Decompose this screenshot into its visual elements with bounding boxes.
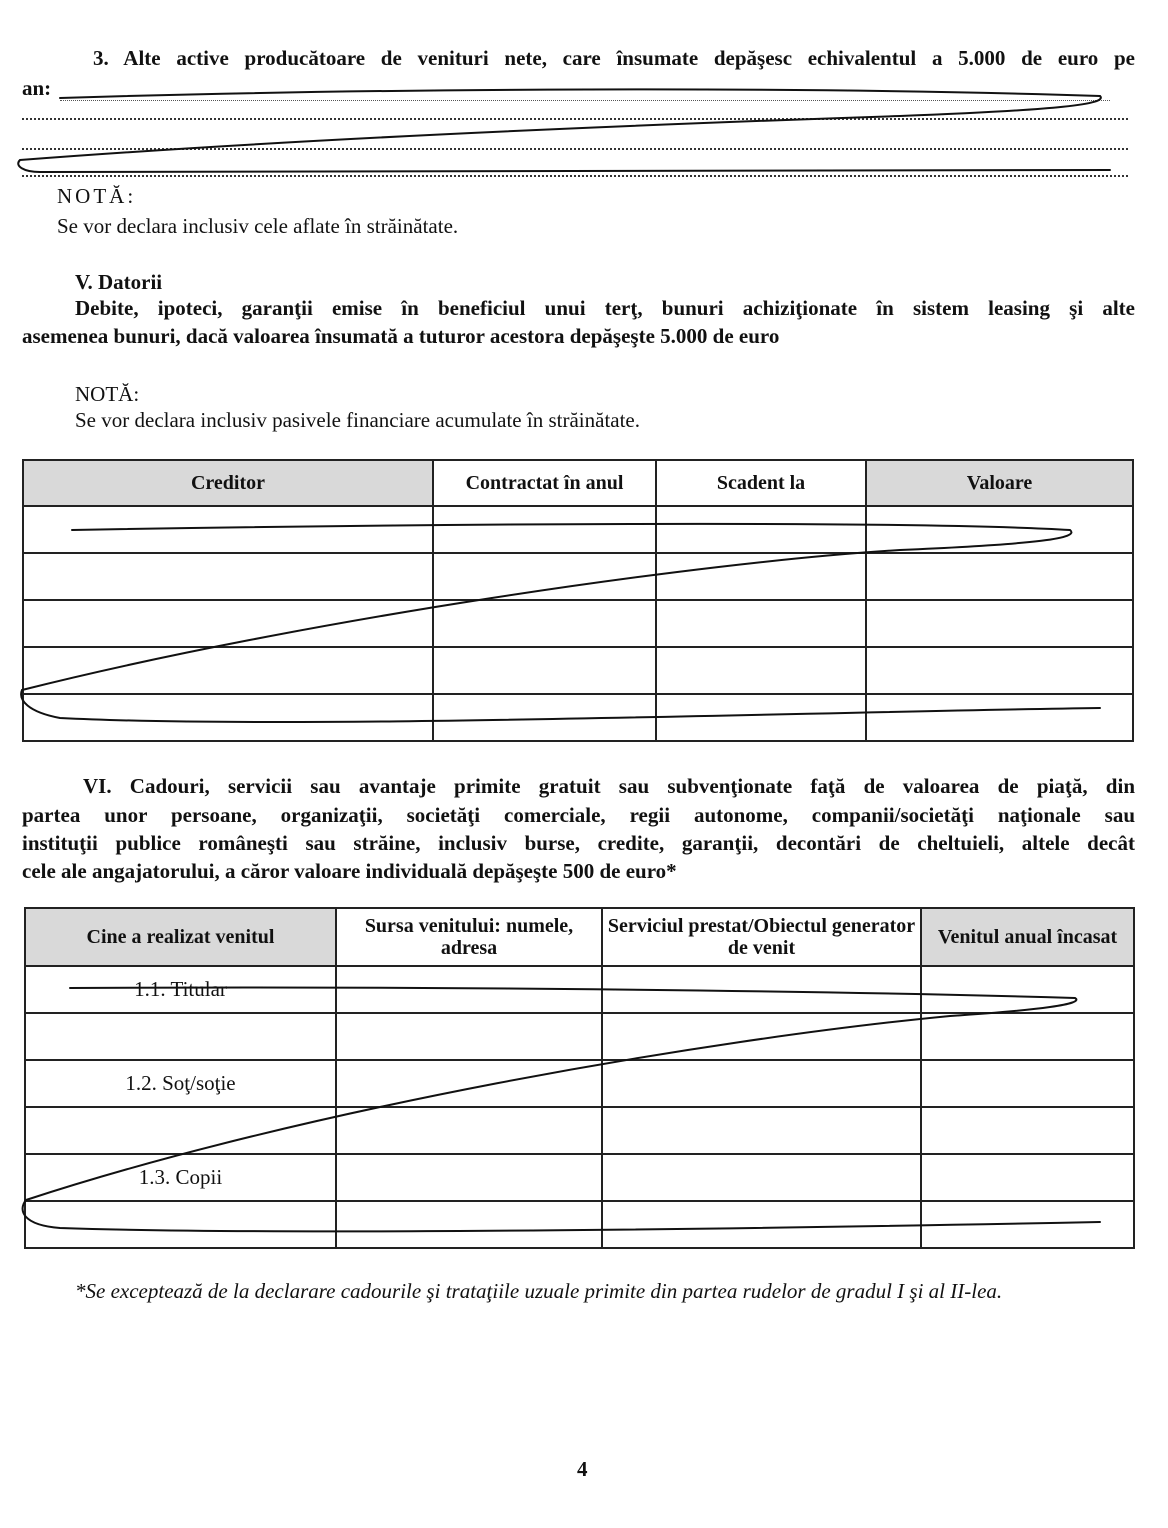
table-cell[interactable]	[602, 1154, 921, 1201]
debts-table	[22, 459, 1134, 742]
answer-line	[22, 148, 1128, 150]
table-row	[25, 1107, 1134, 1154]
section-vi-line4: cele ale angajatorului, a căror valoare individuală depăşeşte 500 de euro*	[22, 859, 677, 883]
table-cell[interactable]	[602, 1107, 921, 1154]
table-cell[interactable]	[866, 600, 1133, 647]
table-cell[interactable]	[921, 1154, 1134, 1201]
gifts-table	[24, 907, 1135, 1249]
table-cell[interactable]	[921, 1013, 1134, 1060]
table-cell[interactable]	[336, 966, 602, 1013]
section-v-desc-cont: asemenea bunuri, dacă valoarea însumată a tuturor acestora depăşeşte 5.000 de euro	[22, 324, 780, 348]
item3-heading-cont: an:	[22, 76, 52, 100]
debts-header-row	[23, 460, 1133, 506]
value-header: Valoare	[866, 460, 1133, 506]
table-cell[interactable]	[336, 1060, 602, 1107]
row-label-spouse: 1.2. Soţ/soţie	[25, 1060, 336, 1107]
section-vi-line3: instituţii publice româneşti sau străine, inclusiv burse, credite, garanţii, decontări de cheltuieli, altele decât	[22, 831, 1135, 855]
table-cell[interactable]	[656, 694, 866, 741]
table-cell[interactable]	[602, 1201, 921, 1248]
item3-note-text: Se vor declara inclusiv cele aflate în străinătate.	[57, 214, 459, 238]
item3-note-label: NOTĂ:	[57, 184, 137, 208]
footnote: *Se exceptează de la declarare cadourile şi trataţiile uzuale primite din partea rudelor de gradul I şi al II-lea.	[75, 1279, 1003, 1303]
section-v-title: V. Datorii	[75, 270, 163, 294]
table-cell[interactable]	[23, 553, 433, 600]
table-cell[interactable]	[866, 506, 1133, 553]
table-cell[interactable]	[866, 647, 1133, 694]
table-cell[interactable]	[23, 694, 433, 741]
due-date-header: Scadent la	[656, 460, 866, 506]
table-cell[interactable]	[921, 1107, 1134, 1154]
table-cell[interactable]	[433, 600, 656, 647]
table-cell[interactable]	[433, 647, 656, 694]
row-label-children: 1.3. Copii	[25, 1154, 336, 1201]
table-row	[23, 694, 1133, 741]
section-v-note-label: NOTĂ:	[75, 382, 140, 406]
row-label-titular: 1.1. Titular	[25, 966, 336, 1013]
table-row	[23, 647, 1133, 694]
table-row	[25, 1154, 1134, 1201]
gifts-header-row	[25, 908, 1134, 966]
table-cell[interactable]	[433, 694, 656, 741]
table-cell[interactable]	[602, 1060, 921, 1107]
table-cell[interactable]	[921, 1201, 1134, 1248]
contracted-year-header: Contractat în anul	[433, 460, 656, 506]
table-cell[interactable]	[656, 553, 866, 600]
table-cell[interactable]	[866, 553, 1133, 600]
section-vi-line2: partea unor persoane, organizaţii, societăţi comerciale, regii autonome, companii/societăţi naţionale sau	[22, 803, 1135, 827]
table-cell[interactable]	[656, 600, 866, 647]
table-cell[interactable]	[866, 694, 1133, 741]
table-cell[interactable]	[23, 600, 433, 647]
recipient-header: Cine a realizat venitul	[25, 908, 336, 966]
answer-line	[22, 118, 1128, 120]
table-row	[25, 966, 1134, 1013]
answer-line	[60, 100, 1110, 101]
table-row	[23, 553, 1133, 600]
table-row	[23, 600, 1133, 647]
section-vi-line1: VI. Cadouri, servicii sau avantaje primite gratuit sau subvenţionate faţă de valoarea de piaţă, din	[83, 774, 1135, 798]
table-cell[interactable]	[921, 1060, 1134, 1107]
creditor-header: Creditor	[23, 460, 433, 506]
table-cell[interactable]	[602, 966, 921, 1013]
income-source-header: Sursa venitului: numele, adresa	[336, 908, 602, 966]
table-cell[interactable]	[656, 506, 866, 553]
table-cell[interactable]	[25, 1107, 336, 1154]
table-row	[25, 1201, 1134, 1248]
table-cell[interactable]	[602, 1013, 921, 1060]
table-row	[23, 506, 1133, 553]
page-number: 4	[577, 1457, 588, 1481]
table-cell[interactable]	[656, 647, 866, 694]
table-cell[interactable]	[336, 1154, 602, 1201]
service-header: Serviciul prestat/Obiectul generator de venit	[602, 908, 921, 966]
table-cell[interactable]	[336, 1107, 602, 1154]
table-cell[interactable]	[433, 553, 656, 600]
section-v-note-text: Se vor declara inclusiv pasivele financiare acumulate în străinătate.	[75, 408, 641, 432]
annual-income-header: Venitul anual încasat	[921, 908, 1134, 966]
table-cell[interactable]	[336, 1013, 602, 1060]
table-cell[interactable]	[336, 1201, 602, 1248]
table-row	[25, 1060, 1134, 1107]
table-row	[25, 1013, 1134, 1060]
item3-heading: 3. Alte active producătoare de venituri nete, care însumate depăşesc echivalentul a 5.000 de euro pe	[93, 46, 1135, 70]
table-cell[interactable]	[25, 1201, 336, 1248]
section-v-desc: Debite, ipoteci, garanţii emise în beneficiul unui terţ, bunuri achiziţionate în sistem leasing şi alte	[75, 296, 1135, 320]
table-cell[interactable]	[23, 647, 433, 694]
table-cell[interactable]	[433, 506, 656, 553]
answer-line	[22, 175, 1128, 177]
table-cell[interactable]	[25, 1013, 336, 1060]
table-cell[interactable]	[921, 966, 1134, 1013]
table-cell[interactable]	[23, 506, 433, 553]
